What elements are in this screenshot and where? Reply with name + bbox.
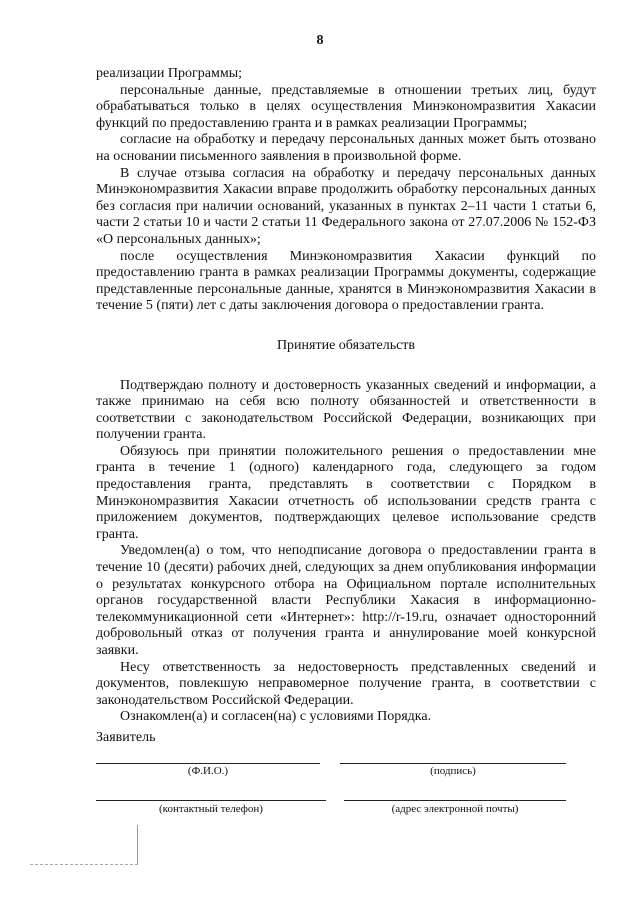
paragraph: персональные данные, представляемые в отношении третьих лиц, будут обрабатываться только в целях осуществления Минэкономразвития Хакасии функций по предоставлению гранта и в рамках реализации Программы; xyxy=(96,82,596,131)
paragraph: Подтверждаю полноту и достоверность указанных сведений и информации, а также принимаю на себя всю полноту обязанностей и ответственности в соответствии с законодательством Российской Федерации, возникающих при получении гранта. xyxy=(96,377,596,443)
applicant-label: Заявитель xyxy=(96,730,156,745)
paragraph: Несу ответственность за недостоверность представленных сведений и документов, повлекшую неправомерное получение гранта, в соответствии с законодательством Российской Федерации. xyxy=(96,659,596,708)
paragraph: после осуществления Минэкономразвития Хакасии функций по предоставлению гранта в рамках реализации Программы документы, содержащие представленные персональные данные, хранятся в Минэкономразвития Хакасии в течение 5 (пяти) лет с даты заключения договора о предоставлении гранта. xyxy=(96,248,596,314)
signature-caption: (подпись) xyxy=(430,765,476,777)
document-body xyxy=(96,66,596,726)
email-caption: (адрес электронной почты) xyxy=(391,803,519,815)
paragraph: согласие на обработку и передачу персональных данных может быть отозвано на основании письменного заявления в произвольной форме. xyxy=(96,132,596,164)
paragraph: Обязуюсь при принятии положительного решения о предоставлении мне гранта в течение 1 (одного) календарного года, следующего за годом предоставления гранта, представлять в соответствии с Порядком в Минэкономразвития Хакасии отчетность об использовании средств гранта с приложением документов, подтверждающих целевое использование средств гранта. xyxy=(96,443,596,542)
fio-line[interactable] xyxy=(96,763,320,764)
scan-stamp xyxy=(30,825,138,865)
paragraph: Ознакомлен(а) и согласен(на) с условиями Порядка. xyxy=(120,709,432,725)
paragraph: Уведомлен(а) о том, что неподписание договора о предоставлении гранта в течение 10 (десяти) рабочих дней, следующих за днем опубликования информации о результатах конкурсного отбора на Официальном портале исполнительных органов государственной власти Республики Хакасия в информационно-телекоммуникационной сети «Интернет»: http://r-19.ru, означает односторонний добровольный отказ от получения гранта и аннулирование моей конкурсной заявки. xyxy=(96,543,596,658)
fio-caption: (Ф.И.О.) xyxy=(187,765,229,777)
phone-caption: (контактный телефон) xyxy=(159,803,263,815)
paragraph: реализации Программы; xyxy=(96,66,243,81)
page-number: 8 xyxy=(316,33,324,48)
paragraph: В случае отзыва согласия на обработку и передачу персональных данных Минэкономразвития Хакасии вправе продолжить обработку персональных данных без согласия при наличии оснований, указанных в пунктах 2–11 части 1 статьи 6, части 2 статьи 10 и части 2 статьи 11 Федерального закона от 27.07.2006 № 152-ФЗ «О персональных данных»; xyxy=(96,165,596,247)
phone-line[interactable] xyxy=(96,800,326,801)
signature-line[interactable] xyxy=(340,763,566,764)
section-title: Принятие обязательств xyxy=(276,337,416,353)
email-line[interactable] xyxy=(344,800,566,801)
